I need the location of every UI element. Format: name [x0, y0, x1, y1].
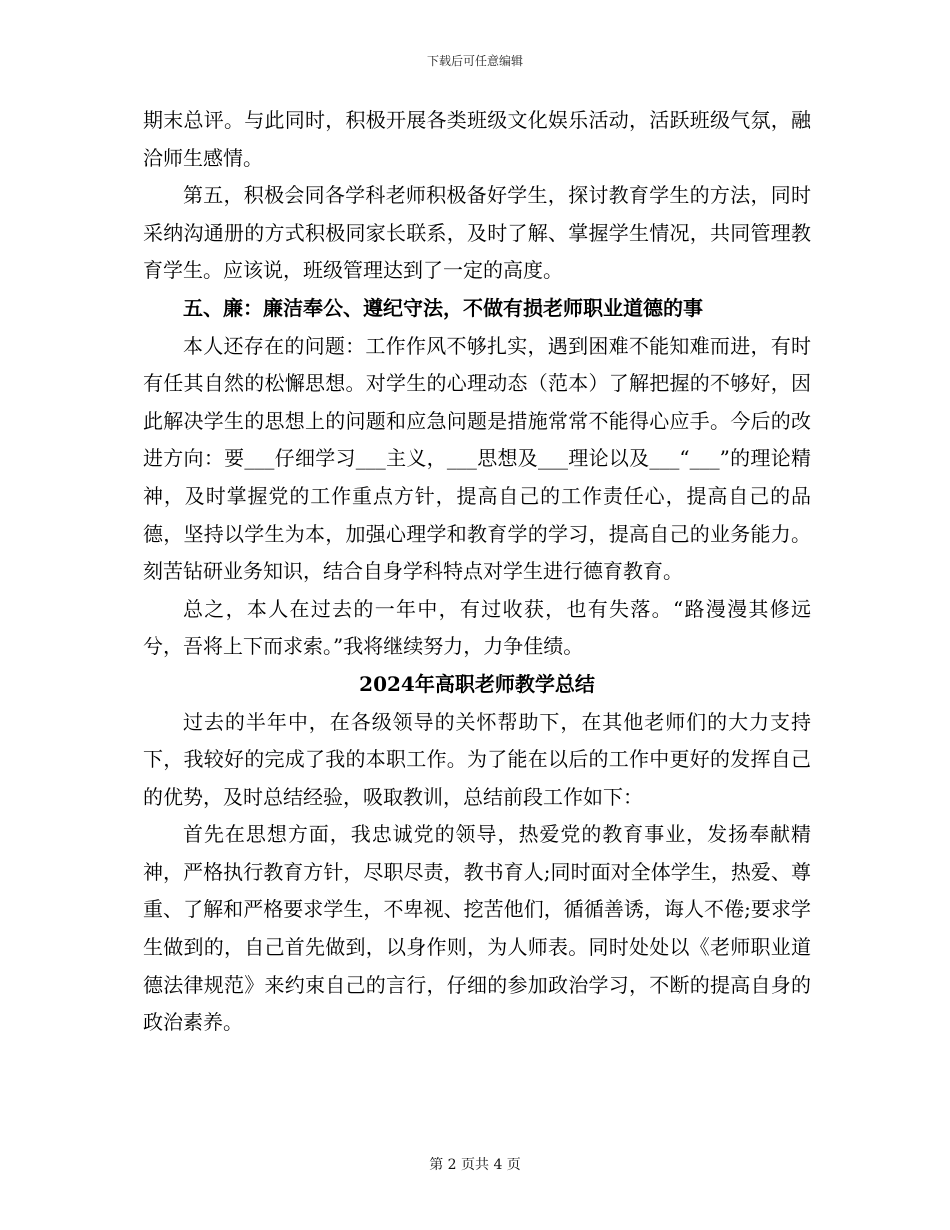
section-heading-lian: 五、廉：廉洁奉公、遵纪守法，不做有损老师职业道德的事	[183, 295, 703, 320]
paragraph-fifth-point: 第五，积极会同各学科老师积极备好学生，探讨教育学生的方法，同时采纳沟通册的方式积极同家长联系，及时了解、掌握学生情况，共同管理教育学生。应该说，班级管理达到了一定的高度。	[143, 183, 811, 283]
document-title: 2024年高职老师教学总结	[359, 671, 595, 696]
paragraph-intro: 过去的半年中，在各级领导的关怀帮助下，在其他老师们的大力支持下，我较好的完成了我的本职工作。为了能在以后的工作中更好的发挥自己的优势，及时总结经验，吸取教训，总结前段工作如下：	[143, 709, 811, 809]
paragraph-continuation: 期末总评。与此同时，积极开展各类班级文化娱乐活动，活跃班级气氛，融洽师生感情。	[143, 108, 811, 170]
paragraph-problems: 本人还存在的问题：工作作风不够扎实，遇到困难不能知难而进，有时有任其自然的松懈思想。对学生的心理动态（范本）了解把握的不够好，因此解决学生的思想上的问题和应急问题是措施常常不能得心应手。今后的改进方向：要___仔细学习___主义，___思想及___理论以及___“___”的理论精神，及时掌握党的工作重点方针，提高自己的工作责任心，提高自己的品德，坚持以学生为本，加强心理学和教育学的学习，提高自己的业务能力。刻苦钻研业务知识，结合自身学科特点对学生进行德育教育。	[143, 333, 811, 584]
paragraph-conclusion: 总之，本人在过去的一年中，有过收获，也有失落。“路漫漫其修远兮，吾将上下而求索。”我将继续努力，力争佳绩。	[143, 596, 811, 659]
page-header: 下载后可任意编辑	[426, 54, 523, 68]
paragraph-ideology: 首先在思想方面，我忠诚党的领导，热爱党的教育事业，发扬奉献精神，严格执行教育方针，尽职尽责，教书育人;同时面对全体学生，热爱、尊重、了解和严格要求学生，不卑视、挖苦他们，循循善诱，诲人不倦;要求学生做到的，自己首先做到，以身作则，为人师表。同时处处以《老师职业道德法律规范》来约束自己的言行，仔细的参加政治学习，不断的提高自身的政治素养。	[143, 822, 811, 1035]
page-number: 第 2 页共 4 页	[429, 1157, 521, 1173]
document-body	[143, 102, 811, 1042]
